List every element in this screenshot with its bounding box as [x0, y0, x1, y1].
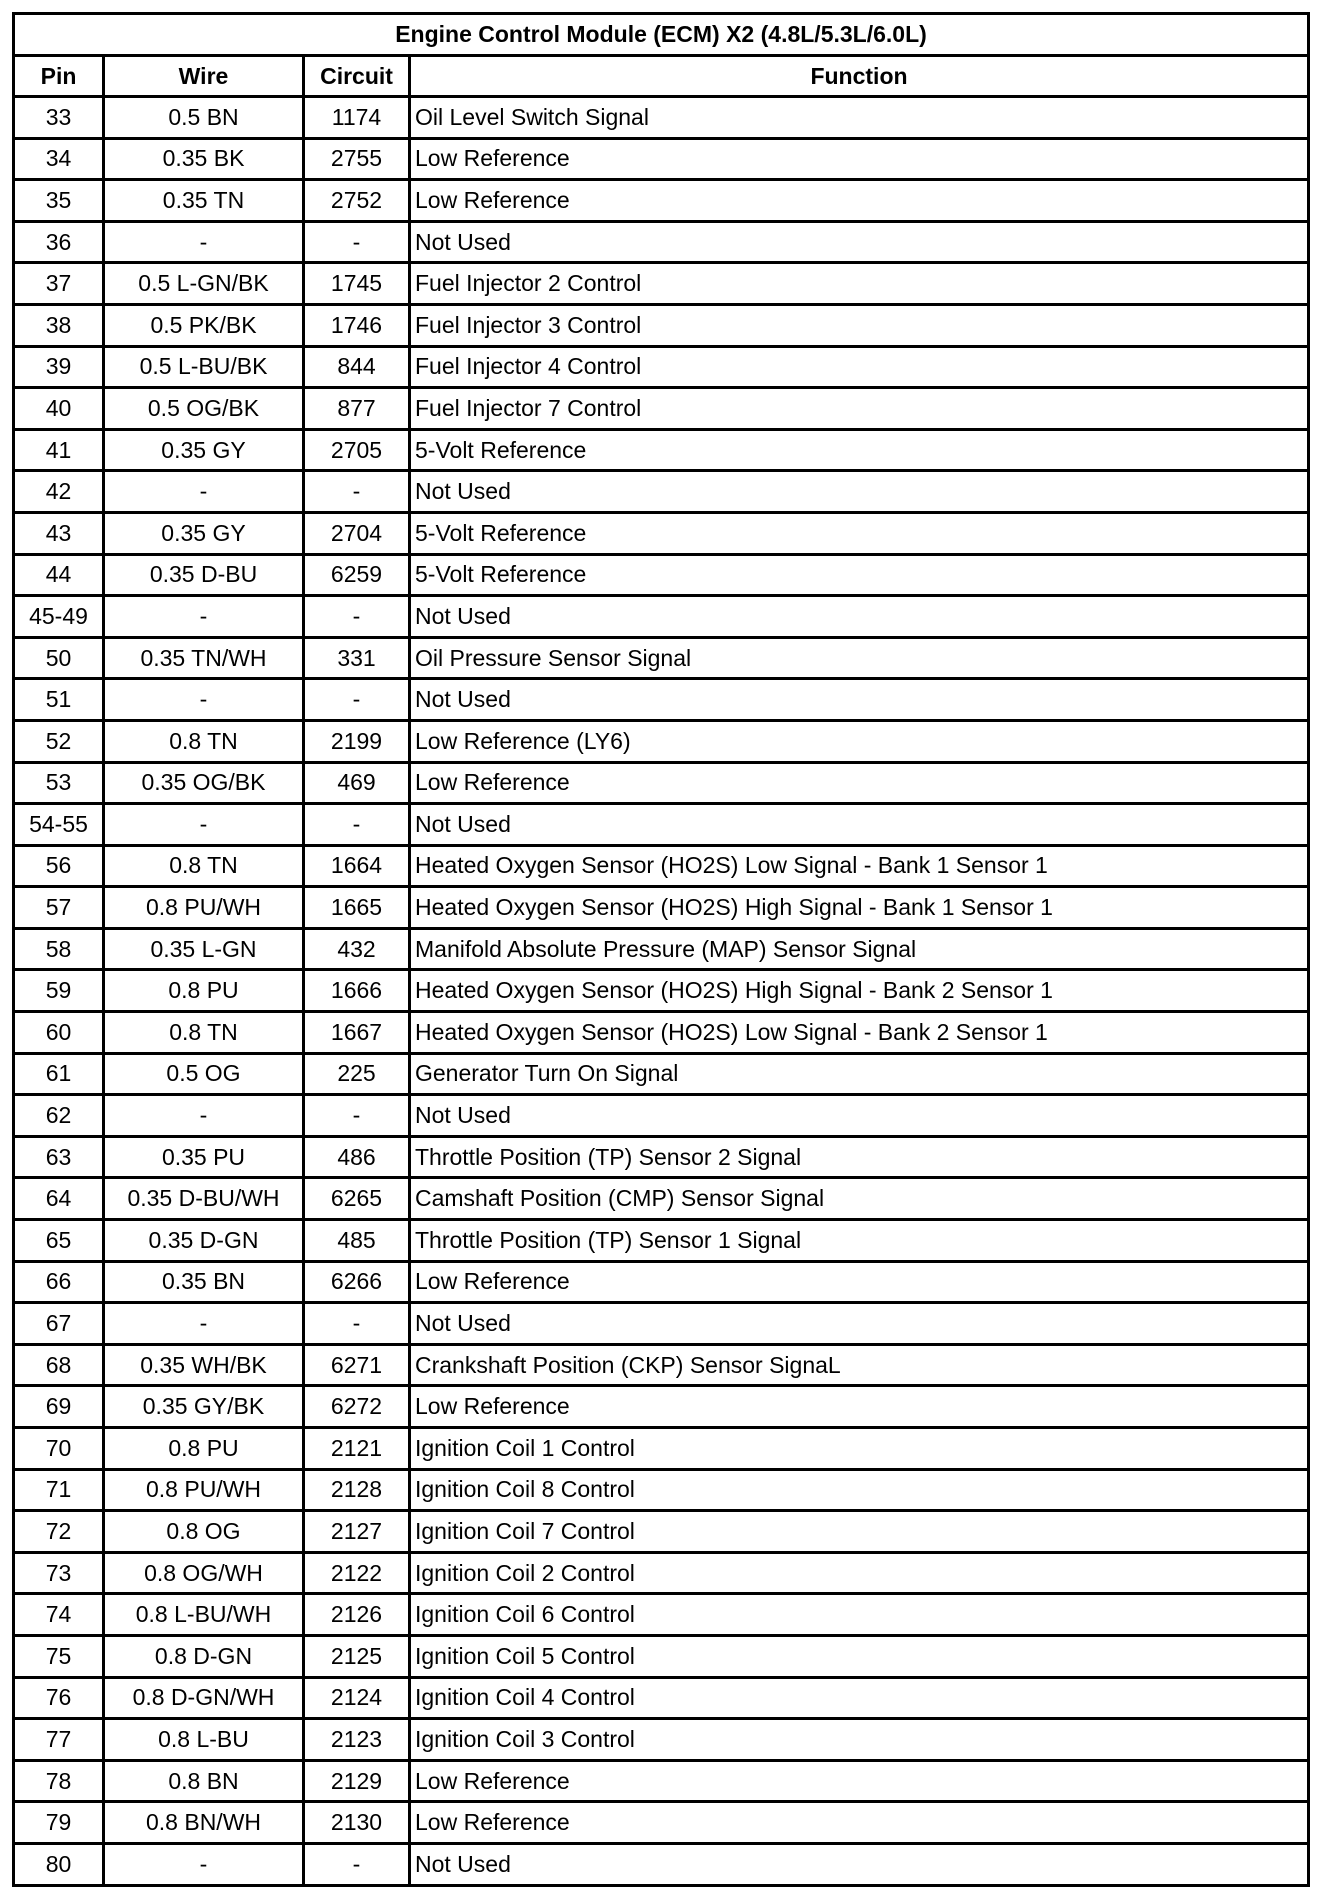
wire-cell: 0.8 BN/WH: [104, 1802, 304, 1844]
circuit-cell: 2755: [304, 138, 410, 180]
function-cell: Oil Level Switch Signal: [410, 97, 1309, 139]
function-cell: Not Used: [410, 804, 1309, 846]
circuit-cell: -: [304, 1095, 410, 1137]
pin-cell: 45-49: [14, 596, 104, 638]
table-row: [14, 1677, 1309, 1719]
table-row: [14, 1511, 1309, 1553]
table-row: [14, 679, 1309, 721]
wire-cell: 0.8 BN: [104, 1760, 304, 1802]
function-cell: Low Reference: [410, 1386, 1309, 1428]
circuit-cell: -: [304, 221, 410, 263]
wire-cell: 0.5 OG/BK: [104, 388, 304, 430]
circuit-cell: -: [304, 804, 410, 846]
table-title: Engine Control Module (ECM) X2 (4.8L/5.3L/6.0L): [14, 14, 1309, 56]
circuit-cell: -: [304, 596, 410, 638]
wire-cell: 0.35 WH/BK: [104, 1344, 304, 1386]
table-row: [14, 637, 1309, 679]
function-cell: Oil Pressure Sensor Signal: [410, 637, 1309, 679]
function-cell: Manifold Absolute Pressure (MAP) Sensor Signal: [410, 928, 1309, 970]
wire-cell: -: [104, 1095, 304, 1137]
wire-cell: 0.8 TN: [104, 1012, 304, 1054]
table-row: [14, 471, 1309, 513]
table-row: [14, 388, 1309, 430]
function-cell: Fuel Injector 3 Control: [410, 304, 1309, 346]
wire-cell: 0.35 L-GN: [104, 928, 304, 970]
function-cell: Generator Turn On Signal: [410, 1053, 1309, 1095]
pin-cell: 43: [14, 512, 104, 554]
wire-cell: 0.8 TN: [104, 845, 304, 887]
pin-cell: 79: [14, 1802, 104, 1844]
circuit-cell: 2123: [304, 1719, 410, 1761]
table-row: [14, 97, 1309, 139]
circuit-cell: 2127: [304, 1511, 410, 1553]
wire-cell: 0.5 OG: [104, 1053, 304, 1095]
table-row: [14, 1635, 1309, 1677]
pin-cell: 64: [14, 1178, 104, 1220]
table-row: [14, 596, 1309, 638]
circuit-cell: 225: [304, 1053, 410, 1095]
pin-cell: 69: [14, 1386, 104, 1428]
pin-cell: 33: [14, 97, 104, 139]
wire-cell: 0.8 L-BU/WH: [104, 1594, 304, 1636]
function-cell: Heated Oxygen Sensor (HO2S) Low Signal - Bank 2 Sensor 1: [410, 1012, 1309, 1054]
function-cell: Low Reference: [410, 1261, 1309, 1303]
wire-cell: 0.8 OG: [104, 1511, 304, 1553]
circuit-cell: 1746: [304, 304, 410, 346]
pin-cell: 34: [14, 138, 104, 180]
pin-cell: 51: [14, 679, 104, 721]
pin-cell: 70: [14, 1428, 104, 1470]
wire-cell: 0.35 TN: [104, 180, 304, 222]
circuit-cell: 2752: [304, 180, 410, 222]
function-cell: Not Used: [410, 596, 1309, 638]
circuit-cell: 1666: [304, 970, 410, 1012]
table-row: [14, 1053, 1309, 1095]
pin-cell: 54-55: [14, 804, 104, 846]
function-cell: Fuel Injector 7 Control: [410, 388, 1309, 430]
table-row: [14, 1303, 1309, 1345]
header-function: Function: [410, 56, 1309, 97]
pin-cell: 80: [14, 1843, 104, 1885]
wire-cell: 0.35 BK: [104, 138, 304, 180]
pin-cell: 39: [14, 346, 104, 388]
function-cell: Throttle Position (TP) Sensor 1 Signal: [410, 1220, 1309, 1262]
wire-cell: 0.8 PU: [104, 970, 304, 1012]
function-cell: Not Used: [410, 1843, 1309, 1885]
wire-cell: -: [104, 221, 304, 263]
wire-cell: 0.8 D-GN/WH: [104, 1677, 304, 1719]
pin-cell: 50: [14, 637, 104, 679]
pin-cell: 41: [14, 429, 104, 471]
table-row: [14, 1719, 1309, 1761]
pin-cell: 65: [14, 1220, 104, 1262]
circuit-cell: 6266: [304, 1261, 410, 1303]
pin-cell: 42: [14, 471, 104, 513]
circuit-cell: 486: [304, 1136, 410, 1178]
function-cell: 5-Volt Reference: [410, 512, 1309, 554]
circuit-cell: 877: [304, 388, 410, 430]
function-cell: Ignition Coil 3 Control: [410, 1719, 1309, 1761]
ecm-pinout-table: [12, 12, 1310, 1887]
function-cell: Heated Oxygen Sensor (HO2S) Low Signal - Bank 1 Sensor 1: [410, 845, 1309, 887]
pin-cell: 57: [14, 887, 104, 929]
circuit-cell: 1174: [304, 97, 410, 139]
wire-cell: 0.35 GY: [104, 429, 304, 471]
function-cell: Not Used: [410, 471, 1309, 513]
table-row: [14, 1261, 1309, 1303]
circuit-cell: 1664: [304, 845, 410, 887]
table-row: [14, 1386, 1309, 1428]
function-cell: Low Reference: [410, 1760, 1309, 1802]
pin-cell: 66: [14, 1261, 104, 1303]
wire-cell: 0.8 D-GN: [104, 1635, 304, 1677]
table-row: [14, 1760, 1309, 1802]
wire-cell: 0.8 PU/WH: [104, 887, 304, 929]
pin-cell: 62: [14, 1095, 104, 1137]
function-cell: Crankshaft Position (CKP) Sensor SignaL: [410, 1344, 1309, 1386]
circuit-cell: 2129: [304, 1760, 410, 1802]
table-row: [14, 304, 1309, 346]
pin-cell: 53: [14, 762, 104, 804]
wire-cell: 0.35 TN/WH: [104, 637, 304, 679]
table-row: [14, 346, 1309, 388]
function-cell: Low Reference: [410, 180, 1309, 222]
wire-cell: -: [104, 679, 304, 721]
circuit-cell: 2705: [304, 429, 410, 471]
pin-cell: 35: [14, 180, 104, 222]
wire-cell: 0.8 OG/WH: [104, 1552, 304, 1594]
function-cell: Not Used: [410, 1303, 1309, 1345]
table-row: [14, 970, 1309, 1012]
table-row: [14, 138, 1309, 180]
pin-cell: 77: [14, 1719, 104, 1761]
wire-cell: 0.35 GY/BK: [104, 1386, 304, 1428]
function-cell: Fuel Injector 2 Control: [410, 263, 1309, 305]
wire-cell: -: [104, 1843, 304, 1885]
table-row: [14, 1136, 1309, 1178]
header-wire: Wire: [104, 56, 304, 97]
circuit-cell: 6271: [304, 1344, 410, 1386]
pin-cell: 67: [14, 1303, 104, 1345]
wire-cell: 0.35 PU: [104, 1136, 304, 1178]
table-row: [14, 928, 1309, 970]
circuit-cell: 432: [304, 928, 410, 970]
function-cell: Not Used: [410, 221, 1309, 263]
pin-cell: 78: [14, 1760, 104, 1802]
pin-cell: 58: [14, 928, 104, 970]
wire-cell: 0.35 OG/BK: [104, 762, 304, 804]
circuit-cell: 2126: [304, 1594, 410, 1636]
function-cell: Ignition Coil 1 Control: [410, 1428, 1309, 1470]
circuit-cell: 331: [304, 637, 410, 679]
wire-cell: 0.35 D-BU: [104, 554, 304, 596]
table-row: [14, 429, 1309, 471]
table-row: [14, 221, 1309, 263]
wire-cell: -: [104, 471, 304, 513]
pin-cell: 37: [14, 263, 104, 305]
pin-cell: 56: [14, 845, 104, 887]
wire-cell: 0.5 L-GN/BK: [104, 263, 304, 305]
wire-cell: 0.35 D-GN: [104, 1220, 304, 1262]
pin-cell: 61: [14, 1053, 104, 1095]
wire-cell: 0.35 GY: [104, 512, 304, 554]
function-cell: Heated Oxygen Sensor (HO2S) High Signal - Bank 2 Sensor 1: [410, 970, 1309, 1012]
function-cell: 5-Volt Reference: [410, 554, 1309, 596]
header-circuit: Circuit: [304, 56, 410, 97]
table-row: [14, 1428, 1309, 1470]
circuit-cell: 2124: [304, 1677, 410, 1719]
wire-cell: 0.5 L-BU/BK: [104, 346, 304, 388]
pin-cell: 59: [14, 970, 104, 1012]
function-cell: Fuel Injector 4 Control: [410, 346, 1309, 388]
wire-cell: -: [104, 596, 304, 638]
header-row: [14, 56, 1309, 97]
circuit-cell: 6259: [304, 554, 410, 596]
wire-cell: 0.35 BN: [104, 1261, 304, 1303]
table-row: [14, 180, 1309, 222]
circuit-cell: 2125: [304, 1635, 410, 1677]
pin-cell: 52: [14, 720, 104, 762]
pin-cell: 44: [14, 554, 104, 596]
circuit-cell: -: [304, 1303, 410, 1345]
table-row: [14, 1843, 1309, 1885]
function-cell: Ignition Coil 8 Control: [410, 1469, 1309, 1511]
table-row: [14, 1469, 1309, 1511]
wire-cell: 0.5 BN: [104, 97, 304, 139]
header-pin: Pin: [14, 56, 104, 97]
circuit-cell: 469: [304, 762, 410, 804]
pin-cell: 74: [14, 1594, 104, 1636]
table-row: [14, 1220, 1309, 1262]
wire-cell: -: [104, 804, 304, 846]
pin-cell: 68: [14, 1344, 104, 1386]
table-row: [14, 554, 1309, 596]
wire-cell: 0.35 D-BU/WH: [104, 1178, 304, 1220]
pin-cell: 40: [14, 388, 104, 430]
table-row: [14, 845, 1309, 887]
circuit-cell: 2704: [304, 512, 410, 554]
function-cell: Ignition Coil 7 Control: [410, 1511, 1309, 1553]
function-cell: Camshaft Position (CMP) Sensor Signal: [410, 1178, 1309, 1220]
wire-cell: 0.8 PU: [104, 1428, 304, 1470]
function-cell: 5-Volt Reference: [410, 429, 1309, 471]
pin-cell: 76: [14, 1677, 104, 1719]
circuit-cell: 2128: [304, 1469, 410, 1511]
circuit-cell: 2122: [304, 1552, 410, 1594]
function-cell: Not Used: [410, 679, 1309, 721]
circuit-cell: -: [304, 679, 410, 721]
table-row: [14, 1344, 1309, 1386]
table-row: [14, 512, 1309, 554]
function-cell: Throttle Position (TP) Sensor 2 Signal: [410, 1136, 1309, 1178]
function-cell: Heated Oxygen Sensor (HO2S) High Signal - Bank 1 Sensor 1: [410, 887, 1309, 929]
table-row: [14, 720, 1309, 762]
pin-cell: 38: [14, 304, 104, 346]
function-cell: Ignition Coil 6 Control: [410, 1594, 1309, 1636]
function-cell: Ignition Coil 2 Control: [410, 1552, 1309, 1594]
circuit-cell: -: [304, 471, 410, 513]
pin-cell: 36: [14, 221, 104, 263]
pin-cell: 63: [14, 1136, 104, 1178]
circuit-cell: 2121: [304, 1428, 410, 1470]
table-row: [14, 1594, 1309, 1636]
pin-cell: 73: [14, 1552, 104, 1594]
pin-cell: 71: [14, 1469, 104, 1511]
table-row: [14, 1552, 1309, 1594]
table-row: [14, 804, 1309, 846]
wire-cell: 0.8 L-BU: [104, 1719, 304, 1761]
table-row: [14, 1095, 1309, 1137]
table-row: [14, 887, 1309, 929]
circuit-cell: -: [304, 1843, 410, 1885]
wire-cell: 0.8 PU/WH: [104, 1469, 304, 1511]
wire-cell: 0.5 PK/BK: [104, 304, 304, 346]
function-cell: Not Used: [410, 1095, 1309, 1137]
circuit-cell: 2130: [304, 1802, 410, 1844]
wire-cell: -: [104, 1303, 304, 1345]
circuit-cell: 1745: [304, 263, 410, 305]
function-cell: Low Reference: [410, 138, 1309, 180]
wire-cell: 0.8 TN: [104, 720, 304, 762]
circuit-cell: 6265: [304, 1178, 410, 1220]
pin-cell: 75: [14, 1635, 104, 1677]
function-cell: Low Reference: [410, 762, 1309, 804]
table-row: [14, 1012, 1309, 1054]
circuit-cell: 2199: [304, 720, 410, 762]
pin-cell: 72: [14, 1511, 104, 1553]
function-cell: Ignition Coil 4 Control: [410, 1677, 1309, 1719]
circuit-cell: 1667: [304, 1012, 410, 1054]
function-cell: Low Reference (LY6): [410, 720, 1309, 762]
table-row: [14, 263, 1309, 305]
table-row: [14, 1178, 1309, 1220]
circuit-cell: 485: [304, 1220, 410, 1262]
circuit-cell: 6272: [304, 1386, 410, 1428]
function-cell: Ignition Coil 5 Control: [410, 1635, 1309, 1677]
circuit-cell: 1665: [304, 887, 410, 929]
table-row: [14, 1802, 1309, 1844]
pin-cell: 60: [14, 1012, 104, 1054]
function-cell: Low Reference: [410, 1802, 1309, 1844]
circuit-cell: 844: [304, 346, 410, 388]
table-row: [14, 762, 1309, 804]
